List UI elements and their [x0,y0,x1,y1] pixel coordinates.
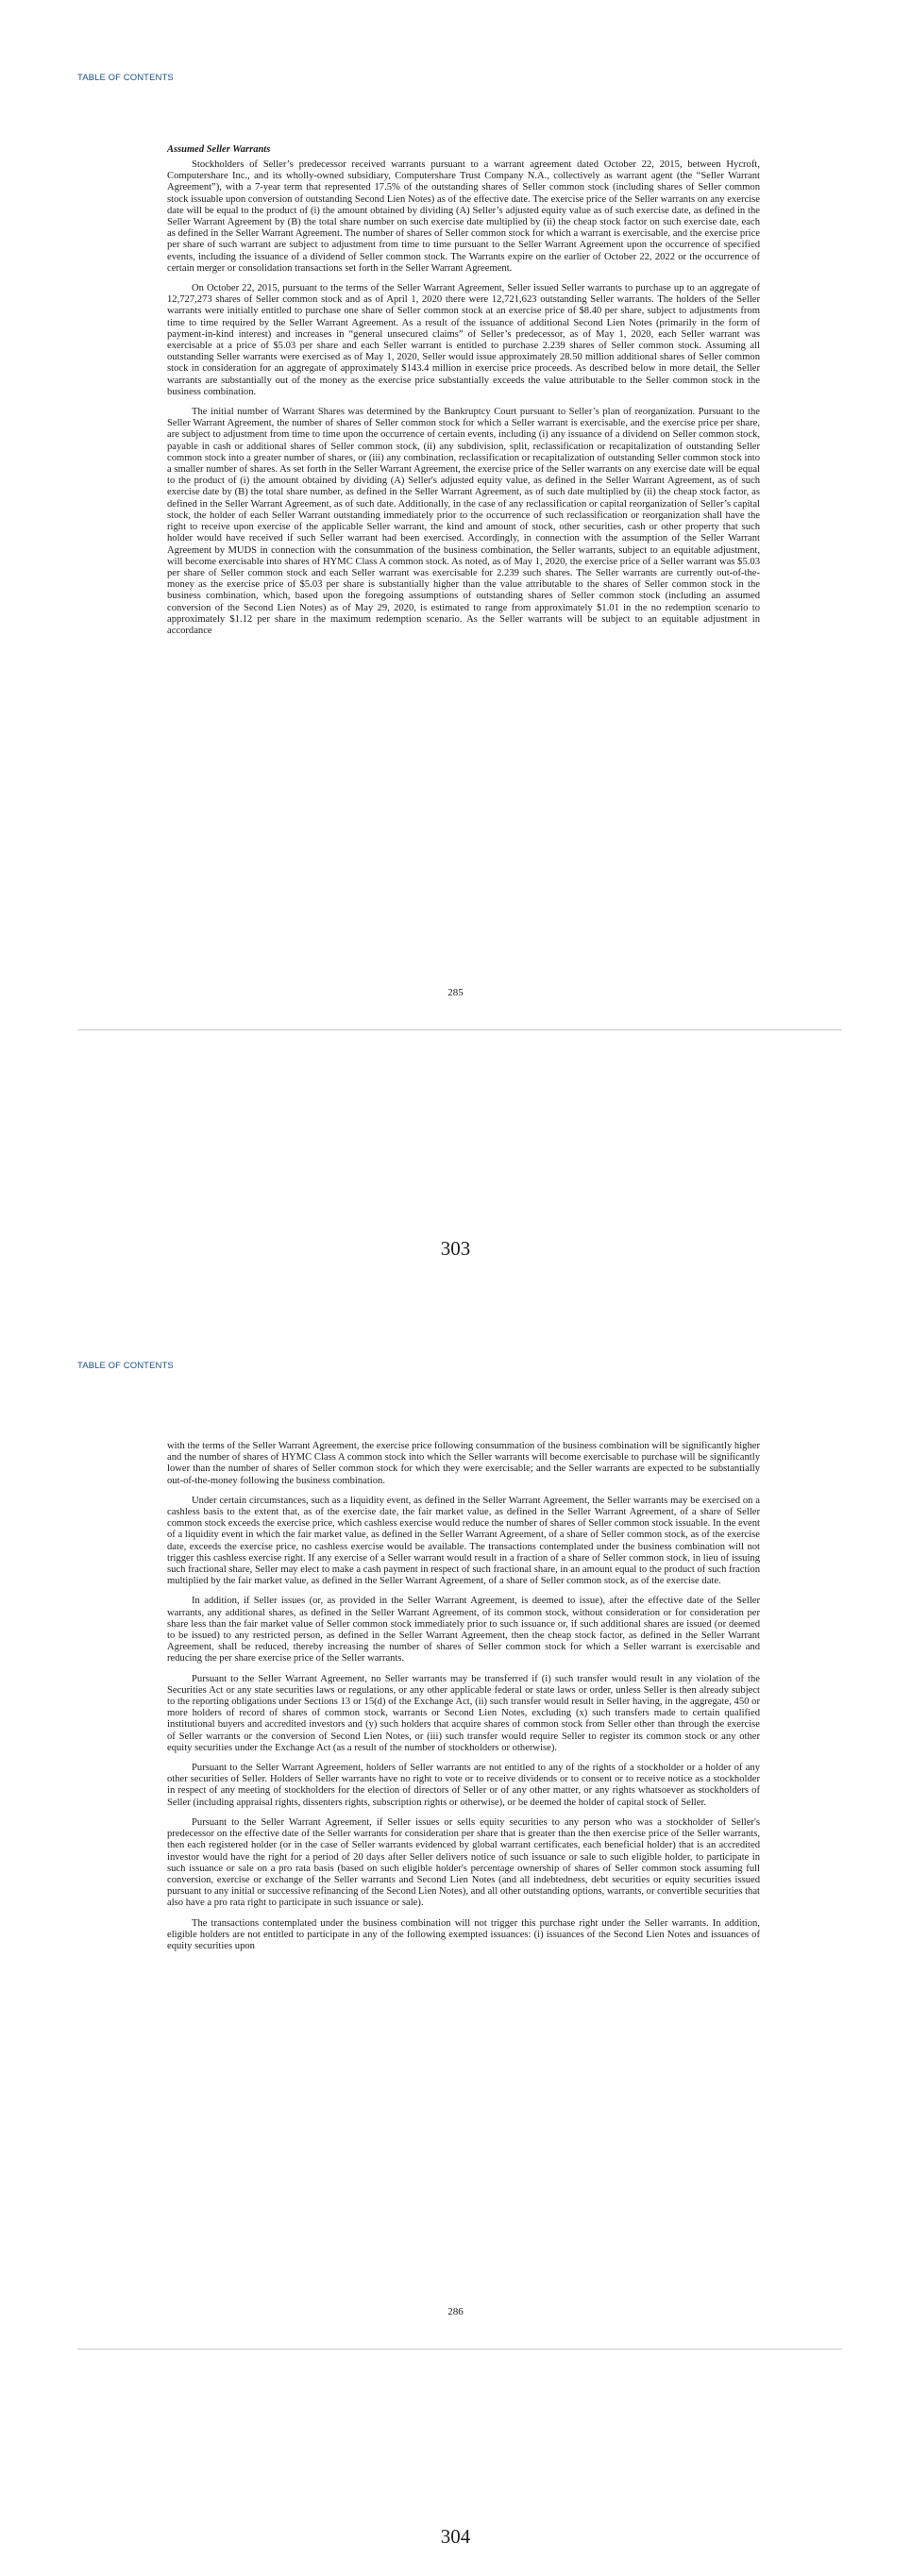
page-number: 285 [447,987,464,998]
paragraph: Stockholders of Seller’s predecessor received warrants pursuant to a warrant agreement dated October 22, 2015, between Hycroft, Computershare Inc., and its wholly-owned subsidiary, Computershare Trust Company N.A., collectively as warrant agent (the “Seller Warrant Agreement”), with a 7-year term that represented 17.5% of the outstanding shares of Seller common stock (including shares of Seller common stock issuable upon conversion of outstanding Second Lien Notes) as of the effective date. The exercise price of the Seller warrants on any exercise date will be equal to the product of (i) the amount obtained by dividing (A) Seller’s adjusted equity value as of such exercise date, as defined in the Seller Warrant Agreement by (B) the total share number on such exercise date multiplied by (ii) the cheap stock factor on such exercise date, each as defined in the Seller Warrant Agreement. The number of shares of Seller common stock for which a warrant is exercisable, and the exercise price per share of such warrant are subject to adjustment from time to time pursuant to the Seller Warrant Agreement upon the occurrence of specified events, including the issuance of a dividend of Seller common stock. The Warrants expire on the earlier of October 22, 2022 or the occurrence of certain merger or consolidation transactions set forth in the Seller Warrant Agreement. [167,159,760,274]
paragraph: Pursuant to the Seller Warrant Agreement, if Seller issues or sells equity securities to any person who was a stockholder of Seller's predecessor on the effective date of the Seller warrants for consideration per share that is greater than the then exercise price of the Seller warrants, then each registered holder (or in the case of Seller warrants evidenced by global warrant certificates, each beneficial holder) that is an accredited investor would have the right for a period of 20 days after Seller delivers notice of such issuance or sale to such eligible holder, to participate in such issuance or sale on a pro rata basis (based on such eligible holder's percentage ownership of shares of Seller common stock assuming full conversion, exercise or exchange of the Seller warrants and Second Lien Notes (and all indebtedness, debt securities or equity securities issued pursuant to any initial or successive refinancing of the Second Lien Notes), and all other outstanding options, warrants, or convertible securities that also have a pro rata right to participate in such issuance or sale). [167,1816,760,1909]
table-of-contents-link[interactable]: TABLE OF CONTENTS [77,73,174,83]
paragraph: with the terms of the Seller Warrant Agreement, the exercise price following consummation of the business combination will be significantly higher and the number of shares of HYMC Class A common stock into which the Seller warrants will become exercisable to purchase will be significantly lower than the number of shares of Seller common stock for which they were exercisable; and the Seller warrants are expected to be substantially out-of-the-money following the business combination. [167,1441,760,1486]
paragraph: Under certain circumstances, such as a liquidity event, as defined in the Seller Warrant Agreement, the Seller warrants may be exercised on a cashless basis to the extent that, as of the exercise date, the fair market value, as defined in the Seller Warrant Agreement, of a share of Seller common stock exceeds the exercise price, which cashless exercise would reduce the number of shares of Seller common stock issuable. In the event of a liquidity event in which the fair market value, as defined in the Seller Warrant Agreement, of a share of Seller common stock, as of the exercise date, exceeds the exercise price, no cashless exercise would be available. The transactions contemplated under the business combination will not trigger this cashless exercise right. If any exercise of a Seller warrant would result in a fraction of a share of Seller common stock, in lieu of issuing such fractional share, Seller may elect to make a cash payment in respect of such fractional share, in an amount equal to the product of such fraction multiplied by the fair market value, as defined in the Seller Warrant Agreement, of a share of Seller common stock, as of the exercise date. [167,1495,760,1587]
paragraph: On October 22, 2015, pursuant to the terms of the Seller Warrant Agreement, Seller issued Seller warrants to purchase up to an aggregate of 12,727,273 shares of Seller common stock and as of April 1, 2020 there were 12,721,623 outstanding Seller warrants. The holders of the Seller warrants were initially entitled to purchase one share of Seller common stock at an exercise price of $8.40 per share, subject to adjustments from time to time required by the Seller Warrant Agreement. As a result of the issuance of additional Second Lien Notes (primarily in the form of payment-in-kind interest) and increases in “general unsecured claims” of Seller’s predecessor, as of May 1, 2020, each Seller warrant was exercisable at a price of $5.03 per share and each Seller warrant is entitled to purchase 2.239 shares of Seller common stock. Assuming all outstanding Seller warrants were exercised as of May 1, 2020, Seller would issue approximately 28.50 million additional shares of Seller common stock in consideration for an aggregate of approximately $143.4 million in exercise price proceeds. As described below in more detail, the Seller warrants are substantially out of the money as the exercise price substantially exceeds the value attributable to the Seller common stock in the business combination. [167,283,760,397]
page-divider [77,1029,842,1030]
table-of-contents-link[interactable]: TABLE OF CONTENTS [77,1361,174,1371]
page-286-content [167,1441,760,1961]
paragraph: The initial number of Warrant Shares was determined by the Bankruptcy Court pursuant to Seller’s plan of reorganization. Pursuant to the Seller Warrant Agreement, the number of shares of Seller common stock for which a Seller warrant is exercisable, and the exercise price per share, are subject to adjustment from time to time upon the occurrence of certain events, including (i) any issuance of a dividend on Seller common stock, payable in cash or additional shares of Seller common stock, (ii) any subdivision, split, reclassification or recapitalization of outstanding Seller common stock into a greater number of shares, or (iii) any combination, reclassification or recapitalization of outstanding Seller common stock into a smaller number of shares. As set forth in the Seller Warrant Agreement, the exercise price of the Seller warrants on any exercise date will be equal to the product of (i) the amount obtained by dividing (A) Seller's adjusted equity value, as defined in the Seller Warrant Agreement, as of such exercise date by (B) the total share number, as defined in the Seller Warrant Agreement, as of such date multiplied by (ii) the cheap stock factor, as defined in the Seller Warrant Agreement, as of such date. Additionally, in the case of any reclassification or capital reorganization of Seller’s capital stock, the holder of each Seller Warrant outstanding immediately prior to the occurrence of such reclassification or reorganization shall have the right to receive upon exercise of the applicable Seller warrant, the kind and amount of stock, other securities, cash or other property that such holder would have received if such Seller warrant had been exercised. Accordingly, in connection with the assumption of the Seller Warrant Agreement by MUDS in connection with the consummation of the business combination, the Seller warrants, subject to an equitable adjustment, will become exercisable into shares of HYMC Class A common stock. As noted, as of May 1, 2020, the exercise price of a Seller warrant was $5.03 per share of Seller common stock and each Seller warrant was exercisable for 2.239 such shares. The Seller warrants are currently out-of-the-money as the exercise price of $5.03 per share is substantially higher than the value attributable to the shares of Seller common stock in the business combination, which, based upon the foregoing assumptions of outstanding shares of Seller common stock (including an assumed conversion of the Second Lien Notes) as of May 29, 2020, is estimated to range from approximately $1.01 in the no redemption scenario to approximately $1.12 per share in the maximum redemption scenario. As the Seller warrants will be subject to an equitable adjustment in accordance [167,407,760,636]
paragraph: In addition, if Seller issues (or, as provided in the Seller Warrant Agreement, is deemed to issue), after the effective date of the Seller warrants, any additional shares, as defined in the Seller Warrant Agreement, of its common stock, without consideration or for consideration per share less than the fair market value of Seller common stock immediately prior to such issuance or, if such additional shares are issued (or deemed to be issued) to any restricted person, as defined in the Seller Warrant Agreement, then the cheap stock factor, as defined in the Seller Warrant Agreement, shall be reduced, thereby increasing the number of shares of Seller common stock for which a Seller warrant is exercisable and reducing the per share exercise price of the Seller warrants. [167,1596,760,1664]
document-page-number: 304 [440,2525,471,2548]
page-number: 286 [447,2306,464,2317]
paragraph: Pursuant to the Seller Warrant Agreement, no Seller warrants may be transferred if (i) such transfer would result in any violation of the Securities Act or any state securities laws or regulations, or any other applicable federal or state laws or order, unless Seller is then already subject to the reporting obligations under Sections 13 or 15(d) of the Exchange Act, (ii) such transfer would result in Seller having, in the aggregate, 450 or more holders of record of shares of common stock, warrants or Second Lien Notes, excluding (x) such transfers made to certain qualified institutional buyers and accredited investors and (y) such holders that acquire shares of common stock from Seller other than through the exercise of Seller warrants or the conversion of Second Lien Notes, or (iii) such transfer would require Seller to register its common stock or any other equity securities under the Exchange Act (as a result of the number of stockholders or otherwise). [167,1673,760,1753]
section-title: Assumed Seller Warrants [167,144,271,155]
paragraph: The transactions contemplated under the business combination will not trigger this purchase right under the Seller warrants. In addition, eligible holders are not entitled to participate in any of the following exempted issuances: (i) issuances of the Second Lien Notes and issuances of equity securities upon [167,1917,760,1951]
page-divider [77,2349,842,2350]
paragraph: Pursuant to the Seller Warrant Agreement, holders of Seller warrants are not entitled to any of the rights of a stockholder or a holder of any other securities of Seller. Holders of Seller warrants have no right to vote or to receive dividends or to consent or to receive notice as a stockholder in respect of any meeting of stockholders for the election of directors of Seller or of any other matter, or any rights whatsoever as stockholders of Seller (including appraisal rights, dissenters rights, subscription rights or otherwise), or be deemed the holder of capital stock of Seller. [167,1763,760,1808]
document-page-number: 303 [440,1237,471,1260]
page-285-content [167,144,760,645]
